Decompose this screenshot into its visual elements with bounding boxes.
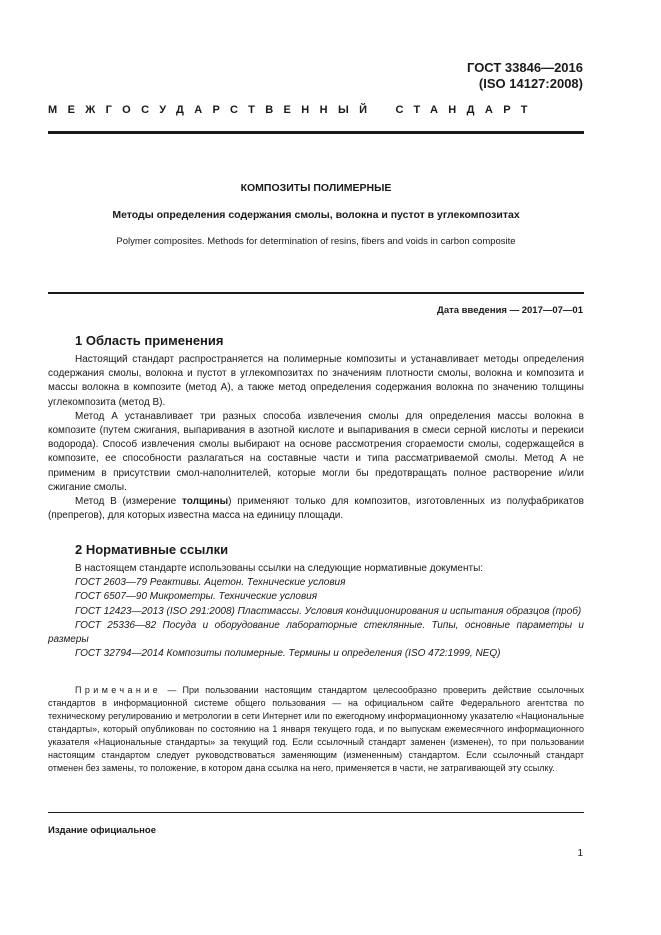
standard-designation [467,60,583,92]
page-number: 1 [577,848,583,859]
section-heading-references: 2 Нормативные ссылки [75,542,229,557]
note-label: Примечание [75,685,162,695]
banner-word-standard: СТАНДАРТ [395,104,538,116]
paragraph: Настоящий стандарт распространяется на полимерные композиты и устанавливает методы определения содержания смолы, волокна и пустот в углекомпозитах по значениям плотности смолы, волокна и композита и массы волокна в композите (метод А), а также метод определения содержания волокна по значению толщины углекомпозита (метод В). [48,354,584,408]
reference-item: ГОСТ 6507—90 Микрометры. Технические условия [75,591,318,603]
document-title: КОМПОЗИТЫ ПОЛИМЕРНЫЕ [240,182,392,194]
references-note [48,684,584,775]
title-divider [48,292,584,294]
official-edition-label: Издание официальное [48,825,156,836]
banner-word-interstate: МЕЖГОСУДАРСТВЕННЫЙ [48,104,378,116]
section-scope-body [48,353,584,523]
paragraph-text: ) применяют только для композитов, изготовленных из полуфабрикатов (препрегов), для которых известна масса на единицу площади. [48,496,584,522]
references-intro: В настоящем стандарте использованы ссылки на следующие нормативные документы: [75,563,484,574]
introduction-date: Дата введения — 2017—07—01 [437,305,583,316]
paragraph [48,495,584,523]
reference-item: ГОСТ 32794—2014 Композиты полимерные. Термины и определения (ISO 472:1999, NEQ) [75,648,501,660]
reference-item: ГОСТ 12423—2013 (ISO 291:2008) Пластмассы. Условия кондиционирования и испытания образцов (проб) [75,605,582,617]
note-text: — При пользовании настоящим стандартом целесообразно проверить действие ссылочных стандартов в информационной системе общего пользования — на официальном сайте Федерального агентства по техническому регулированию и метрологии в сети Интернет или по ежегодному информационному указателю «Национальные стандарты», который опубликован по состоянию на 1 января текущего года, и по выпускам ежемесячного информационного указателя «Национальные стандарты» за текущий год. Если ссылочный стандарт заменен (изменен), то при пользовании настоящим стандартом следует руководствоваться заменяющим (измененным) стандартом. Если ссылочный стандарт отменен без замены, то положение, в котором дана ссылка на него, применяется в части, не затрагивающей эту ссылку. [48,685,584,773]
reference-item: ГОСТ 2603—79 Реактивы. Ацетон. Технические условия [75,577,346,589]
paragraph: Метод А устанавливает три разных способа извлечения смолы для определения массы волокна в композите (путем сжигания, выпаривания в азотной кислоте и выпаривания в смеси серной кислоты и перекиси водорода). Способ извлечения смолы выбирают на основе рассмотрения сгораемости смолы, содержащейся в композите, ее способности разлагаться на составные части и типа рассматриваемой смолы. Метод А не применим в присутствии смол-наполнителей, которые могли бы предотвращать полное растворение и/или сжигание смолы. [48,410,584,493]
section-heading-scope: 1 Область применения [75,333,224,348]
reference-item: ГОСТ 25336—82 Посуда и оборудование лабораторные стеклянные. Типы, основные параметры и размеры [48,619,584,646]
iso-number: (ISO 14127:2008) [478,76,583,91]
footer-divider [48,812,584,813]
document-subtitle-ru: Методы определения содержания смолы, волокна и пустот в углекомпозитах [112,209,520,221]
header-divider [48,131,584,134]
standard-banner [48,104,584,116]
bold-term: толщины [182,496,229,508]
document-subtitle-en: Polymer composites. Methods for determination of resins, fibers and voids in carbon composite [116,236,516,247]
section-references-body [48,562,584,661]
paragraph-text: Метод В (измерение [75,496,183,508]
gost-number: ГОСТ 33846—2016 [467,60,583,75]
note-paragraph [48,684,584,775]
